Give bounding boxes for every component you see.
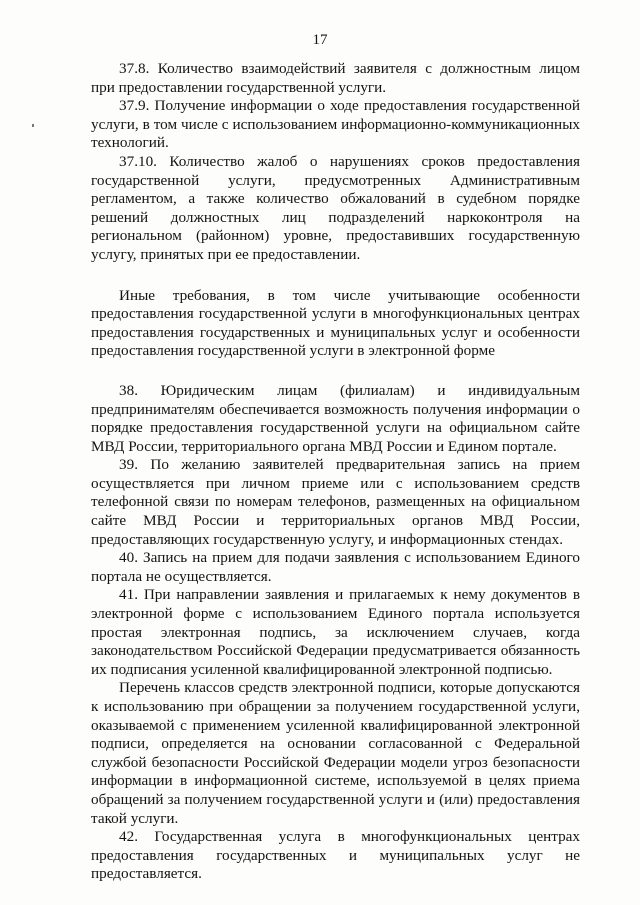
scan-speck xyxy=(32,124,34,127)
section-heading: Иные требования, в том числе учитывающие особенности предоставления государственной услуги в многофункциональных центрах предоставления государственных и муниципальных услуг и особенности предоставления государственной услуги в электронной форме xyxy=(91,286,580,360)
paragraph-39: 39. По желанию заявителей предварительная запись на прием осуществляется при личном приеме или с использованием средств телефонной связи по номерам телефонов, размещенных на официальном сайте МВД России и территориальных органов МВД России, предоставляющих государственную услугу, и информационных стендах. xyxy=(91,456,580,548)
document-body xyxy=(91,60,580,884)
paragraph-42: 42. Государственная услуга в многофункциональных центрах предоставления государственных и муниципальных услуг не предоставляется. xyxy=(91,828,580,883)
paragraph-37-10: 37.10. Количество жалоб о нарушениях сроков предоставления государственной услуги, предусмотренных Административным регламентом, а также количество обжалований в судебном порядке решений должностных лиц подразделений наркоконтроля на региональном (районном) уровне, предоставивших государственную услугу, принятых при ее предоставлении. xyxy=(91,152,580,263)
paragraph-37-8: 37.8. Количество взаимодействий заявителя с должностным лицом при предоставлении государственной услуги. xyxy=(91,60,580,96)
page-number: 17 xyxy=(312,32,328,48)
paragraph-38: 38. Юридическим лицам (филиалам) и индивидуальным предпринимателям обеспечивается возможность получения информации о порядке предоставления государственной услуги на официальном сайте МВД России, территориального органа МВД России и Едином портале. xyxy=(91,381,580,455)
paragraph-37-9: 37.9. Получение информации о ходе предоставления государственной услуги, в том числе с использованием информационно-коммуникационных технологий. xyxy=(91,97,580,152)
paragraph-41: 41. При направлении заявления и прилагаемых к нему документов в электронной форме с использованием Единого портала используется простая электронная подпись, за исключением случаев, когда законодательством Российской Федерации предусматривается обязанность их подписания усиленной квалифицированной электронной подписью. xyxy=(91,586,580,678)
paragraph-40: 40. Запись на прием для подачи заявления с использованием Единого портала не осуществляется. xyxy=(91,549,580,585)
paragraph-signature-classes: Перечень классов средств электронной подписи, которые допускаются к использованию при обращении за получением государственной услуги, оказываемой с применением усиленной квалифицированной электронной подписи, определяется на основании согласованной с Федеральной службой безопасности Российской Федерации модели угроз безопасности информации в информационной системе, используемой в целях приема обращений за получением государственной услуги и (или) предоставления такой услуги. xyxy=(91,679,580,827)
